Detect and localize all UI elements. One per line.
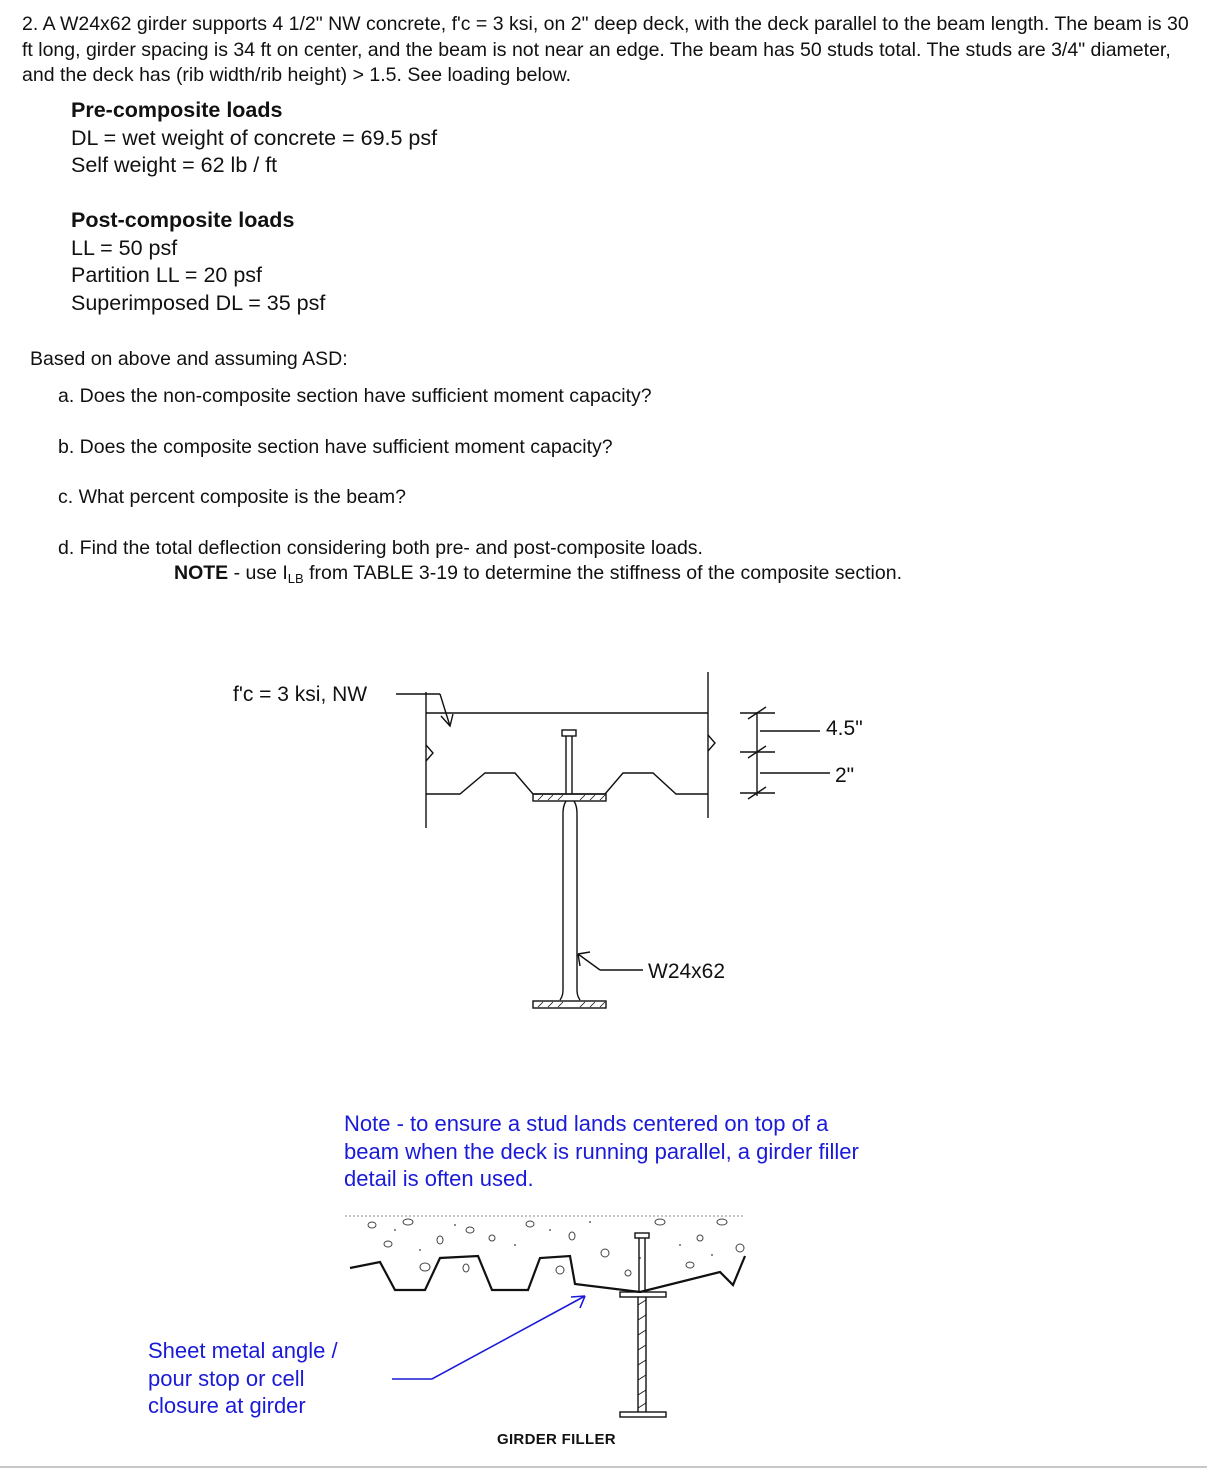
girder-filler-caption: GIRDER FILLER xyxy=(497,1431,616,1448)
beam-leader-arrow xyxy=(578,952,600,970)
note-label: NOTE xyxy=(174,562,229,584)
stud-head xyxy=(562,730,576,736)
pre-composite-heading: Pre-composite loads xyxy=(71,98,283,122)
post-composite-superimposed-dl: Superimposed DL = 35 psf xyxy=(71,291,326,315)
note-subscript: LB xyxy=(287,571,304,586)
questions-lead: Based on above and assuming ASD: xyxy=(30,348,348,370)
pre-composite-dl: DL = wet weight of concrete = 69.5 psf xyxy=(71,126,438,150)
question-c: c. What percent composite is the beam? xyxy=(58,486,406,508)
girder-filler-figure xyxy=(345,1216,745,1417)
web-right xyxy=(574,801,580,1000)
concrete-leader-arrow xyxy=(440,694,453,726)
web-left xyxy=(560,801,566,1000)
question-d: d. Find the total deflection considering both pre- and post-composite loads. xyxy=(58,537,703,559)
right-break-mark xyxy=(708,735,715,751)
question-b: b. Does the composite section have sufficient moment capacity? xyxy=(58,436,613,458)
deck-dimension-label: 2" xyxy=(835,764,855,787)
pre-composite-self-weight: Self weight = 62 lb / ft xyxy=(71,153,278,177)
slab-dimension-label: 4.5" xyxy=(826,717,863,740)
problem-statement: 2. A W24x62 girder supports 4 1/2" NW concrete, f'c = 3 ksi, on 2" deep deck, with the deck parallel to the beam length. The beam is 30 ft long, girder spacing is 34 ft on center, and the beam is not near an edge. The beam has 50 studs total. The studs are 3/4" diameter, and the deck has (rib width/rib height) > 1.5. See loading below. xyxy=(22,13,1189,86)
post-composite-ll: LL = 50 psf xyxy=(71,236,178,260)
beam-label: W24x62 xyxy=(648,960,726,983)
sheet-metal-angle-label: Sheet metal angle / pour stop or cell closure at girder xyxy=(148,1338,338,1418)
note-text-pre: - use I xyxy=(228,562,288,584)
angle-leader-line xyxy=(392,1296,585,1379)
deck-profile xyxy=(426,773,708,794)
left-break-mark xyxy=(426,745,433,761)
post-composite-heading: Post-composite loads xyxy=(71,208,295,232)
girder-filler-note: Note - to ensure a stud lands centered on top of a beam when the deck is running parallel, a girder filler detail is often used. xyxy=(344,1111,859,1191)
note-text-post: from TABLE 3-19 to determine the stiffness of the composite section. xyxy=(303,562,902,584)
post-composite-partition-ll: Partition LL = 20 psf xyxy=(71,263,263,287)
concrete-label: f'c = 3 ksi, NW xyxy=(233,683,368,706)
page-bottom-divider xyxy=(0,1466,1207,1468)
question-a: a. Does the non-composite section have sufficient moment capacity? xyxy=(58,385,652,407)
